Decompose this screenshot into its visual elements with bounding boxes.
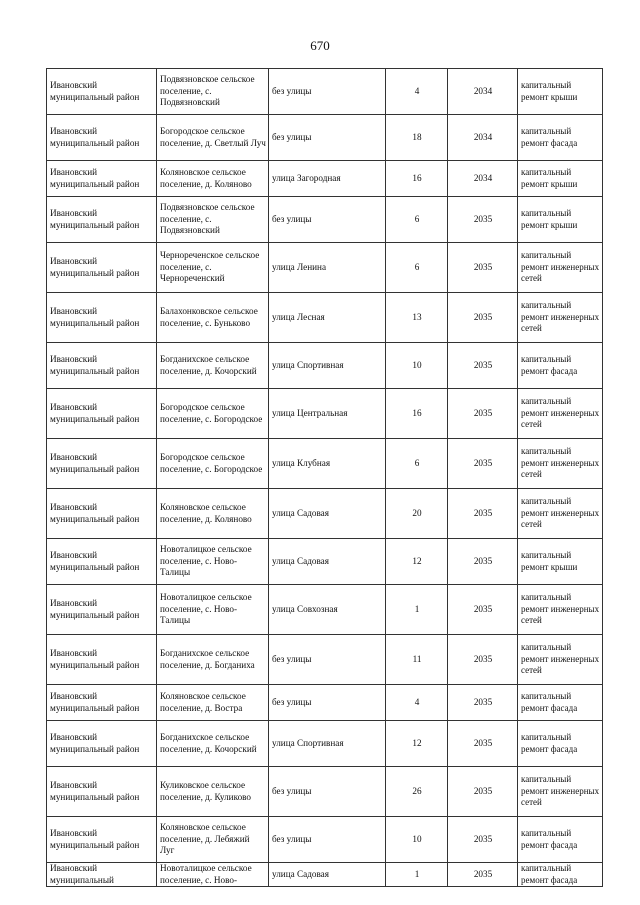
table-row bbox=[47, 439, 603, 489]
table-row bbox=[47, 585, 603, 635]
district-cell: Ивановский муниципальный район bbox=[47, 635, 157, 685]
district-cell: Ивановский муниципальный район bbox=[47, 243, 157, 293]
district-cell: Ивановский муниципальный bbox=[47, 863, 157, 887]
street-cell: улица Загородная bbox=[269, 161, 386, 197]
street-cell: улица Лесная bbox=[269, 293, 386, 343]
count-cell: 10 bbox=[386, 817, 448, 863]
street-cell: без улицы bbox=[269, 685, 386, 721]
table-row bbox=[47, 863, 603, 887]
work-type-cell: капитальный ремонт инженерных сетей bbox=[518, 489, 603, 539]
work-type-cell: капитальный ремонт инженерных сетей bbox=[518, 767, 603, 817]
work-type-cell: капитальный ремонт крыши bbox=[518, 197, 603, 243]
table-row bbox=[47, 115, 603, 161]
year-cell: 2035 bbox=[448, 197, 518, 243]
district-cell: Ивановский муниципальный район bbox=[47, 343, 157, 389]
work-type-cell: капитальный ремонт крыши bbox=[518, 539, 603, 585]
year-cell: 2035 bbox=[448, 721, 518, 767]
street-cell: улица Ленина bbox=[269, 243, 386, 293]
year-cell: 2035 bbox=[448, 767, 518, 817]
settlement-cell: Богданихское сельское поселение, д. Богданиха bbox=[157, 635, 269, 685]
street-cell: без улицы bbox=[269, 635, 386, 685]
district-cell: Ивановский муниципальный район bbox=[47, 293, 157, 343]
work-type-cell: капитальный ремонт инженерных сетей bbox=[518, 389, 603, 439]
street-cell: улица Садовая bbox=[269, 539, 386, 585]
count-cell: 1 bbox=[386, 585, 448, 635]
table-row bbox=[47, 721, 603, 767]
district-cell: Ивановский муниципальный район bbox=[47, 685, 157, 721]
street-cell: улица Садовая bbox=[269, 863, 386, 887]
work-type-cell: капитальный ремонт фасада bbox=[518, 343, 603, 389]
table-row bbox=[47, 293, 603, 343]
settlement-cell: Новоталицкое сельское поселение, с. Ново-Талицы bbox=[157, 539, 269, 585]
district-cell: Ивановский муниципальный район bbox=[47, 115, 157, 161]
year-cell: 2035 bbox=[448, 389, 518, 439]
table-row bbox=[47, 161, 603, 197]
street-cell: без улицы bbox=[269, 817, 386, 863]
table-row bbox=[47, 767, 603, 817]
count-cell: 13 bbox=[386, 293, 448, 343]
count-cell: 4 bbox=[386, 685, 448, 721]
table-row bbox=[47, 197, 603, 243]
work-type-cell: капитальный ремонт фасада bbox=[518, 685, 603, 721]
settlement-cell: Подвязновское сельское поселение, с. Подвязновский bbox=[157, 197, 269, 243]
year-cell: 2035 bbox=[448, 343, 518, 389]
settlement-cell: Чернореченское сельское поселение, с. Чернореченский bbox=[157, 243, 269, 293]
year-cell: 2035 bbox=[448, 293, 518, 343]
district-cell: Ивановский муниципальный район bbox=[47, 585, 157, 635]
count-cell: 4 bbox=[386, 69, 448, 115]
district-cell: Ивановский муниципальный район bbox=[47, 539, 157, 585]
settlement-cell: Куликовское сельское поселение, д. Куликово bbox=[157, 767, 269, 817]
table-row bbox=[47, 539, 603, 585]
count-cell: 12 bbox=[386, 721, 448, 767]
table-row bbox=[47, 389, 603, 439]
count-cell: 6 bbox=[386, 439, 448, 489]
work-type-cell: капитальный ремонт крыши bbox=[518, 69, 603, 115]
district-cell: Ивановский муниципальный район bbox=[47, 817, 157, 863]
settlement-cell: Богданихское сельское поселение, д. Кочорский bbox=[157, 343, 269, 389]
count-cell: 1 bbox=[386, 863, 448, 887]
settlement-cell: Коляновское сельское поселение, д. Лебяжий Луг bbox=[157, 817, 269, 863]
count-cell: 11 bbox=[386, 635, 448, 685]
year-cell: 2035 bbox=[448, 635, 518, 685]
year-cell: 2035 bbox=[448, 439, 518, 489]
street-cell: улица Центральная bbox=[269, 389, 386, 439]
district-cell: Ивановский муниципальный район bbox=[47, 389, 157, 439]
year-cell: 2035 bbox=[448, 817, 518, 863]
district-cell: Ивановский муниципальный район bbox=[47, 721, 157, 767]
settlement-cell: Коляновское сельское поселение, д. Коляново bbox=[157, 489, 269, 539]
table-row bbox=[47, 243, 603, 293]
count-cell: 12 bbox=[386, 539, 448, 585]
street-cell: улица Спортивная bbox=[269, 343, 386, 389]
year-cell: 2034 bbox=[448, 115, 518, 161]
settlement-cell: Балахонковское сельское поселение, с. Буньково bbox=[157, 293, 269, 343]
count-cell: 6 bbox=[386, 197, 448, 243]
street-cell: улица Клубная bbox=[269, 439, 386, 489]
table-row bbox=[47, 69, 603, 115]
district-cell: Ивановский муниципальный район bbox=[47, 69, 157, 115]
table-row bbox=[47, 685, 603, 721]
table-row bbox=[47, 489, 603, 539]
work-type-cell: капитальный ремонт фасада bbox=[518, 115, 603, 161]
settlement-cell: Богородское сельское поселение, д. Светлый Луч bbox=[157, 115, 269, 161]
settlement-cell: Новоталицкое сельское поселение, с. Ново-Талицы bbox=[157, 585, 269, 635]
district-cell: Ивановский муниципальный район bbox=[47, 197, 157, 243]
settlement-cell: Новоталицкое сельское поселение, с. Ново- bbox=[157, 863, 269, 887]
work-type-cell: капитальный ремонт крыши bbox=[518, 161, 603, 197]
work-type-cell: капитальный ремонт инженерных сетей bbox=[518, 439, 603, 489]
settlement-cell: Богородское сельское поселение, с. Богородское bbox=[157, 389, 269, 439]
count-cell: 26 bbox=[386, 767, 448, 817]
street-cell: улица Совхозная bbox=[269, 585, 386, 635]
housing-repair-table bbox=[46, 68, 603, 887]
district-cell: Ивановский муниципальный район bbox=[47, 161, 157, 197]
district-cell: Ивановский муниципальный район bbox=[47, 767, 157, 817]
count-cell: 16 bbox=[386, 389, 448, 439]
work-type-cell: капитальный ремонт инженерных сетей bbox=[518, 635, 603, 685]
year-cell: 2035 bbox=[448, 685, 518, 721]
count-cell: 10 bbox=[386, 343, 448, 389]
count-cell: 18 bbox=[386, 115, 448, 161]
year-cell: 2034 bbox=[448, 161, 518, 197]
year-cell: 2035 bbox=[448, 243, 518, 293]
settlement-cell: Богородское сельское поселение, с. Богородское bbox=[157, 439, 269, 489]
year-cell: 2035 bbox=[448, 863, 518, 887]
work-type-cell: капитальный ремонт инженерных сетей bbox=[518, 585, 603, 635]
street-cell: без улицы bbox=[269, 767, 386, 817]
settlement-cell: Коляновское сельское поселение, д. Коляново bbox=[157, 161, 269, 197]
table-row bbox=[47, 343, 603, 389]
work-type-cell: капитальный ремонт инженерных сетей bbox=[518, 243, 603, 293]
street-cell: без улицы bbox=[269, 69, 386, 115]
street-cell: улица Садовая bbox=[269, 489, 386, 539]
page-number: 670 bbox=[310, 38, 330, 53]
settlement-cell: Богданихское сельское поселение, д. Кочорский bbox=[157, 721, 269, 767]
count-cell: 6 bbox=[386, 243, 448, 293]
street-cell: улица Спортивная bbox=[269, 721, 386, 767]
count-cell: 20 bbox=[386, 489, 448, 539]
district-cell: Ивановский муниципальный район bbox=[47, 439, 157, 489]
year-cell: 2035 bbox=[448, 539, 518, 585]
year-cell: 2035 bbox=[448, 489, 518, 539]
year-cell: 2035 bbox=[448, 585, 518, 635]
settlement-cell: Подвязновское сельское поселение, с. Подвязновский bbox=[157, 69, 269, 115]
street-cell: без улицы bbox=[269, 197, 386, 243]
settlement-cell: Коляновское сельское поселение, д. Востра bbox=[157, 685, 269, 721]
count-cell: 16 bbox=[386, 161, 448, 197]
year-cell: 2034 bbox=[448, 69, 518, 115]
work-type-cell: капитальный ремонт фасада bbox=[518, 863, 603, 887]
table-row bbox=[47, 817, 603, 863]
work-type-cell: капитальный ремонт фасада bbox=[518, 817, 603, 863]
table-row bbox=[47, 635, 603, 685]
work-type-cell: капитальный ремонт фасада bbox=[518, 721, 603, 767]
work-type-cell: капитальный ремонт инженерных сетей bbox=[518, 293, 603, 343]
district-cell: Ивановский муниципальный район bbox=[47, 489, 157, 539]
street-cell: без улицы bbox=[269, 115, 386, 161]
